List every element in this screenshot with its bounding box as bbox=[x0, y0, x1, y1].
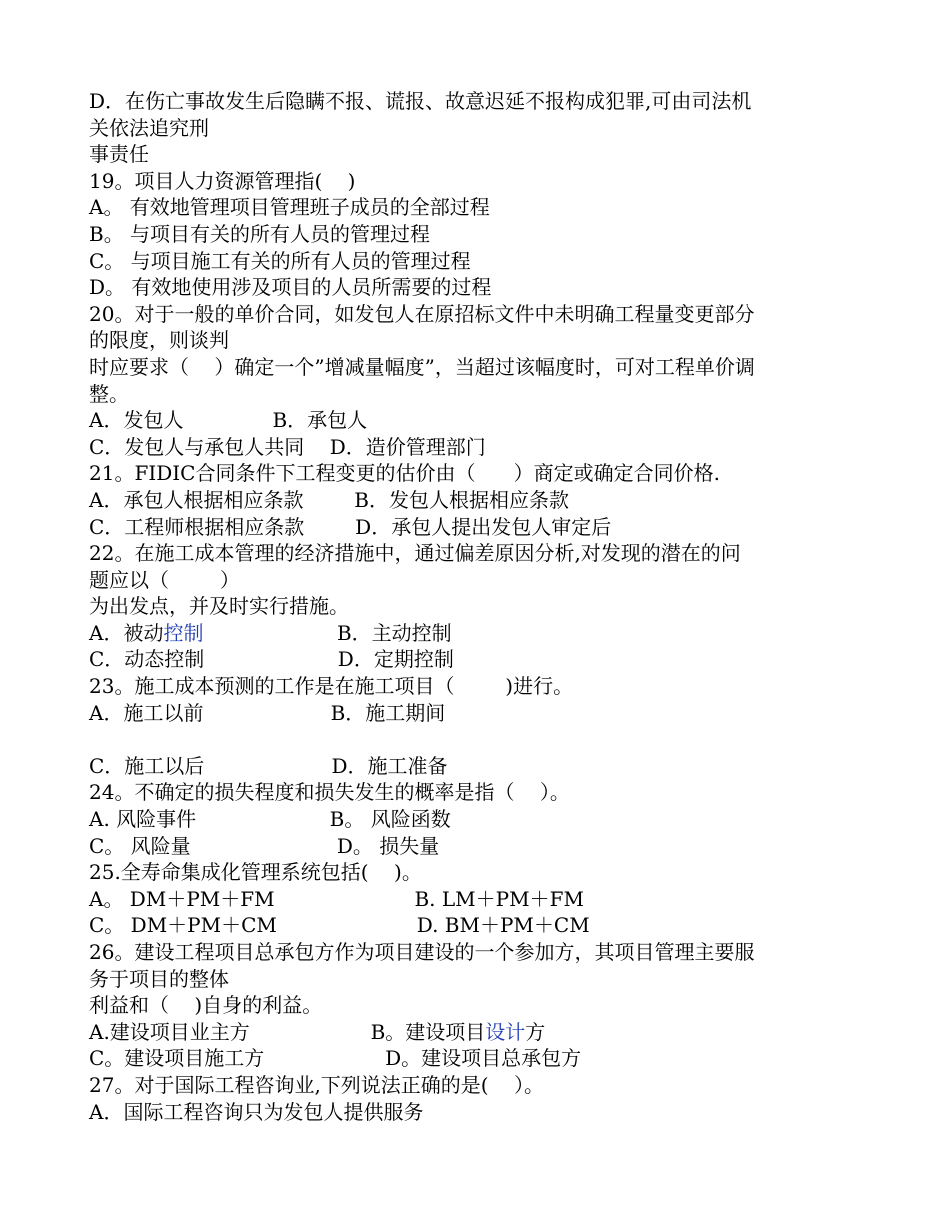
q26-option-b-prefix: B。建设项目 bbox=[370, 1019, 486, 1044]
q19-stem: 19。项目人力资源管理指( ) bbox=[89, 168, 356, 193]
q23-options-ab: A．施工以前 B．施工期间 bbox=[89, 700, 446, 725]
q26-option-a: A.建设项目业主方 bbox=[89, 1019, 371, 1044]
q26-option-b-suffix: 方 bbox=[525, 1019, 546, 1044]
q21-options-ab: A．承包人根据相应条款 B．发包人根据相应条款 bbox=[89, 487, 569, 512]
q21-stem: 21。FIDIC合同条件下工程变更的估价由（ ）商定或确定合同价格. bbox=[89, 461, 720, 486]
q25-options-cd: C。 DM＋PM＋CM D. BM＋PM＋CM bbox=[89, 913, 590, 938]
q19-option-c: C。 与项目施工有关的所有人员的管理过程 bbox=[89, 248, 471, 273]
q18-option-d-line3: 事责任 bbox=[89, 142, 149, 167]
q18-option-d-line1: D．在伤亡事故发生后隐瞒不报、谎报、故意迟延不报构成犯罪,可由司法机 bbox=[89, 89, 752, 113]
q26-stem-line3: 利益和（ )自身的利益。 bbox=[89, 993, 323, 1018]
q26-options-ab bbox=[89, 1019, 864, 1046]
q20-options-cd: C．发包人与承包人共同 D．造价管理部门 bbox=[89, 434, 486, 459]
q22-options-cd: C．动态控制 D．定期控制 bbox=[89, 647, 454, 672]
q19-option-a: A。 有效地管理项目管理班子成员的全部过程 bbox=[89, 195, 490, 220]
q18-option-d-line2: 关依法追究刑 bbox=[89, 115, 209, 140]
q24-stem: 24。不确定的损失程度和损失发生的概率是指（ ）。 bbox=[89, 780, 570, 805]
q26-option-b-link[interactable]: 设计 bbox=[485, 1019, 526, 1044]
q21-options-cd: C．工程师根据相应条款 D．承包人提出发包人审定后 bbox=[89, 514, 612, 539]
q23-options-cd: C．施工以后 D．施工准备 bbox=[89, 753, 448, 778]
q27-option-a: A．国际工程咨询只为发包人提供服务 bbox=[89, 1099, 424, 1124]
q22-stem-line2: 题应以（ ） bbox=[89, 567, 240, 592]
q20-stem-line3: 时应要求（ ）确定一个”增减量幅度”，当超过该幅度时，可对工程单价调 bbox=[89, 354, 755, 379]
q22-option-b: B．主动控制 bbox=[336, 620, 452, 645]
q22-option-a-link[interactable]: 控制 bbox=[163, 620, 204, 645]
q25-options-ab: A。 DM＋PM＋FM B. LM＋PM＋FM bbox=[89, 886, 584, 911]
q27-stem: 27。对于国际工程咨询业,下列说法正确的是( ）。 bbox=[89, 1072, 545, 1097]
q23-stem: 23。施工成本预测的工作是在施工项目（ )进行。 bbox=[89, 674, 574, 699]
q22-option-a-prefix: A．被动 bbox=[89, 620, 164, 645]
q22-options-ab bbox=[89, 620, 864, 647]
q26-stem-line2: 务于项目的整体 bbox=[89, 966, 229, 991]
q25-stem: 25.全寿命集成化管理系统包括( )。 bbox=[89, 860, 422, 885]
q22-option-gap bbox=[203, 621, 337, 645]
q26-options-cd: C。建设项目施工方 D。建设项目总承包方 bbox=[89, 1046, 582, 1071]
q19-option-d: D。 有效地使用涉及项目的人员所需要的过程 bbox=[89, 275, 492, 300]
q24-options-cd: C。 风险量 D。 损失量 bbox=[89, 833, 440, 858]
q19-option-b: B。 与项目有关的所有人员的管理过程 bbox=[89, 221, 431, 246]
q24-options-ab: A. 风险事件 B。 风险函数 bbox=[89, 807, 451, 832]
blank-line bbox=[89, 726, 864, 753]
q20-options-ab: A．发包人 B．承包人 bbox=[89, 408, 368, 433]
question-text-body bbox=[89, 88, 864, 1125]
q20-stem-line1: 20。对于一般的单价合同，如发包人在原招标文件中未明确工程量变更部分 bbox=[89, 301, 755, 326]
q20-stem-line2: 的限度，则谈判 bbox=[89, 328, 229, 353]
q20-stem-line4: 整。 bbox=[89, 381, 129, 406]
q22-stem-line3: 为出发点，并及时实行措施。 bbox=[89, 594, 349, 619]
q22-stem-line1: 22。在施工成本管理的经济措施中，通过偏差原因分析,对发现的潜在的问 bbox=[89, 541, 741, 566]
q26-stem-line1: 26。建设工程项目总承包方作为项目建设的一个参加方，其项目管理主要服 bbox=[89, 940, 755, 964]
